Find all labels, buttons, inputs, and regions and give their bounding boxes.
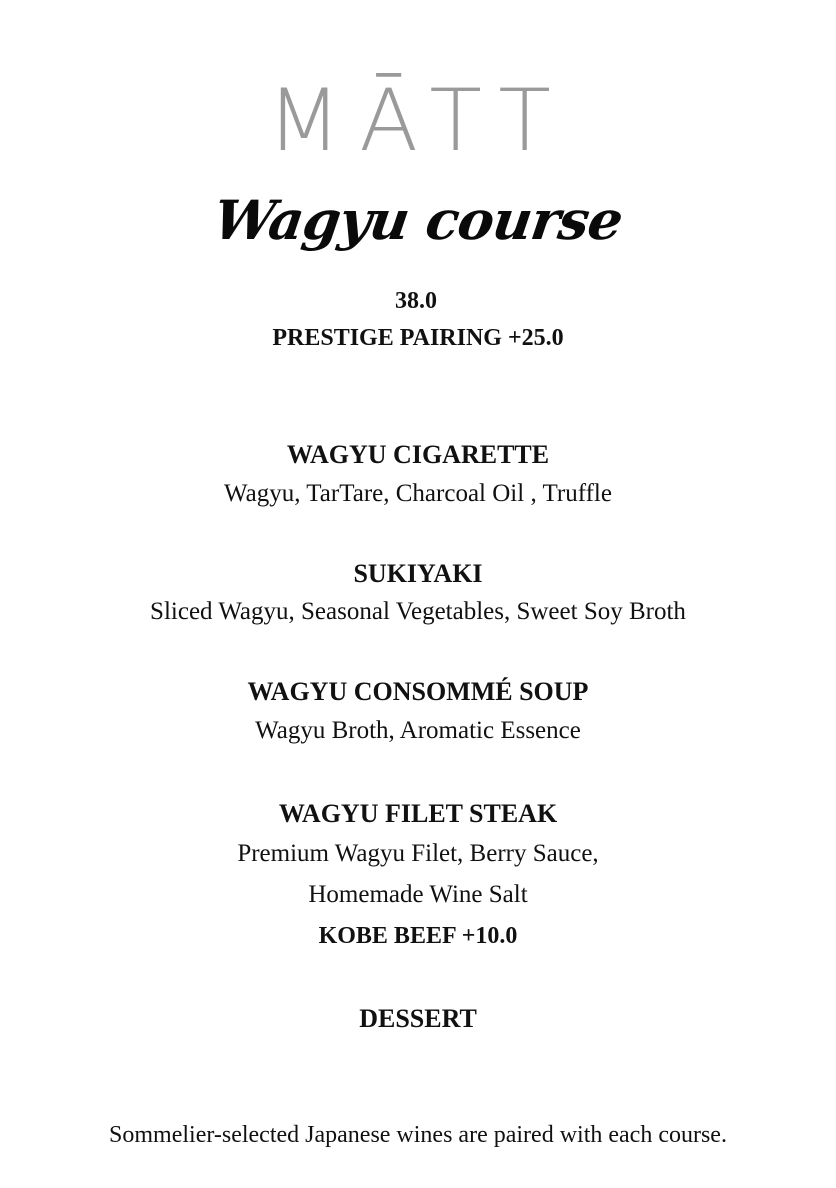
menu-item-description: Premium Wagyu Filet, Berry Sauce, [237,840,599,867]
matt-logo [253,62,583,154]
prestige-pairing: PRESTIGE PAIRING +25.0 [272,325,564,351]
menu-item-name: WAGYU FILET STEAK [278,799,558,828]
menu-item-name: SUKIYAKI [353,559,483,588]
course-price: 38.0 [395,288,437,314]
footer-note: Sommelier-selected Japanese wines are paired with each course. [109,1122,727,1148]
menu-item-name: WAGYU CONSOMMÉ SOUP [247,677,589,706]
menu-item-description: Wagyu, TarTare, Charcoal Oil , Truffle [224,480,612,507]
brand-logo [0,62,836,154]
menu-item-description: Wagyu Broth, Aromatic Essence [255,717,581,744]
logo-text: MĀTT [267,71,569,154]
menu-item-name: WAGYU CIGARETTE [286,440,550,469]
menu-item-addon: KOBE BEEF +10.0 [318,923,518,949]
menu-item-description: Homemade Wine Salt [308,881,528,908]
course-title: Wagyu course [209,188,627,252]
menu-item-name: DESSERT [359,1004,477,1033]
menu-item-description: Sliced Wagyu, Seasonal Vegetables, Sweet Soy Broth [150,598,686,625]
